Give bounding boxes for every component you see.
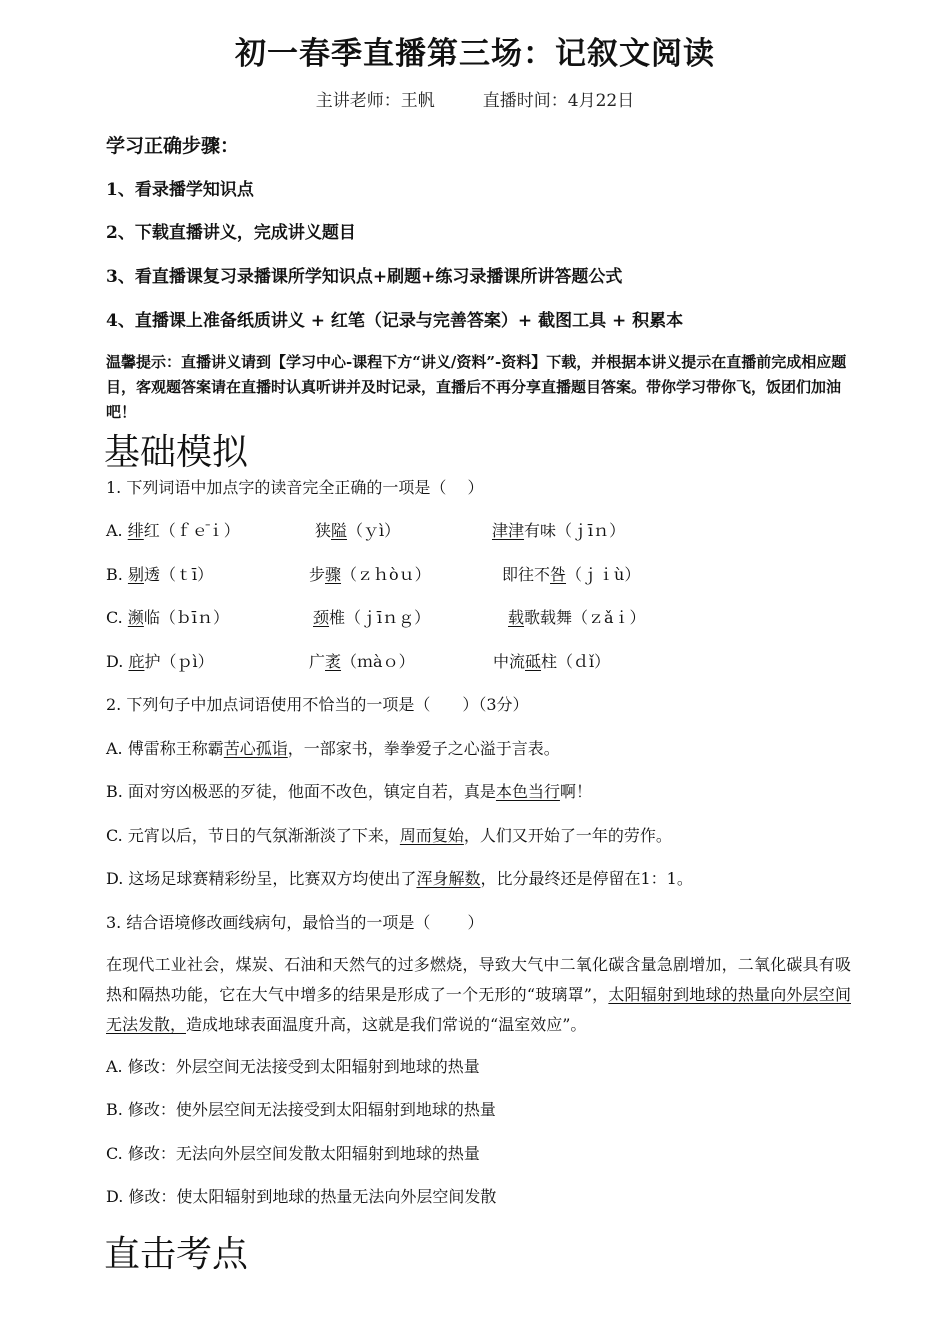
question-3-option-a: A. 修改：外层空间无法接受到太阳辐射到地球的热量 [106, 1057, 480, 1076]
option-cell: 颈椎（ｊīｎｇ） [313, 608, 431, 627]
option-cell: 狭隘（ｙì） [315, 521, 401, 540]
section-heading-basic: 基础模拟 [104, 432, 249, 473]
question-2-stem: 2. 下列句子中加点词语使用不恰当的一项是（ ）（3分） [106, 695, 529, 714]
option-cell: 津津有味（ｊīｎ） [492, 521, 626, 540]
lecture-info [0, 86, 950, 111]
step-item: 1、看录播学知识点 [106, 180, 254, 200]
question-3-passage: 在现代工业社会，煤炭、石油和天然气的过多燃烧，导致大气中二氧化碳含量急剧增加，二氧化碳具有吸热和隔热功能，它在大气中增多的结果是形成了一个无形的“玻璃罩”，太阳辐射到地球的热量向外层空间无法发散，造成地球表面温度升高，这就是我们常说的“温室效应”。 [106, 955, 851, 1034]
option-cell: 步骤（ｚｈòｕ） [309, 565, 431, 584]
option-cell: A. 绯红（ｆｅ̄ｉ） [106, 521, 240, 540]
question-1-stem: 1. 下列词语中加点字的读音完全正确的一项是（ ） [106, 478, 484, 497]
question-1-row-d [106, 649, 866, 673]
question-2-option-d: D. 这场足球赛精彩纷呈，比赛双方均使出了浑身解数，比分最终还是停留在1：1。 [106, 869, 693, 888]
question-2-option-b: B. 面对穷凶极恶的歹徒，他面不改色，镇定自若，真是本色当行啊！ [106, 782, 592, 801]
teacher-name: 主讲老师：王帆 [315, 91, 435, 111]
option-cell: 中流砥柱（ｄǐ） [493, 652, 611, 671]
broadcast-time: 直播时间：4月22日 [482, 91, 635, 111]
section-heading-direct: 直击考点 [104, 1234, 249, 1275]
step-item: 2、下载直播讲义，完成讲义题目 [106, 223, 356, 243]
option-cell: 广袤（ｍàｏ） [309, 652, 415, 671]
steps-heading: 学习正确步骤： [106, 135, 240, 157]
question-2-option-c: C. 元宵以后，节日的气氛渐渐淡了下来，周而复始，人们又开始了一年的劳作。 [106, 826, 672, 845]
question-1-row-a [106, 518, 866, 542]
warm-tip: 温馨提示：直播讲义请到【学习中心-课程下方“讲义/资料”-资料】下载，并根据本讲义提示在直播前完成相应题目，客观题答案请在直播时认真听讲并及时记录，直播后不再分享直播题目答案。带你学习带你飞，饭团们加油吧！ [106, 353, 847, 421]
question-1-row-b [106, 562, 866, 586]
option-cell: D. 庇护（ｐì） [106, 652, 214, 671]
question-3-stem: 3. 结合语境修改画线病句，最恰当的一项是（ ） [106, 913, 484, 932]
option-cell: 载歌载舞（ｚǎｉ） [508, 608, 646, 627]
step-item: 3、看直播课复习录播课所学知识点+刷题+练习录播课所讲答题公式 [106, 267, 623, 287]
question-3-option-b: B. 修改：使外层空间无法接受到太阳辐射到地球的热量 [106, 1100, 496, 1119]
question-1-row-c [106, 605, 866, 629]
page-title: 初一春季直播第三场：记叙文阅读 [235, 36, 715, 72]
option-cell: C. 濒临（ｂīｎ） [106, 608, 229, 627]
option-cell: B. 剔透（ｔī） [106, 565, 214, 584]
question-2-option-a: A. 傅雷称王称霸苦心孤诣，一部家书，拳拳爱子之心溢于言表。 [106, 739, 560, 758]
question-3-option-d: D. 修改：使太阳辐射到地球的热量无法向外层空间发散 [106, 1187, 497, 1206]
question-3-option-c: C. 修改：无法向外层空间发散太阳辐射到地球的热量 [106, 1144, 480, 1163]
step-item: 4、直播课上准备纸质讲义 + 红笔（记录与完善答案）+ 截图工具 + 积累本 [106, 311, 684, 331]
option-cell: 即往不咎（ｊｉù） [502, 565, 641, 584]
